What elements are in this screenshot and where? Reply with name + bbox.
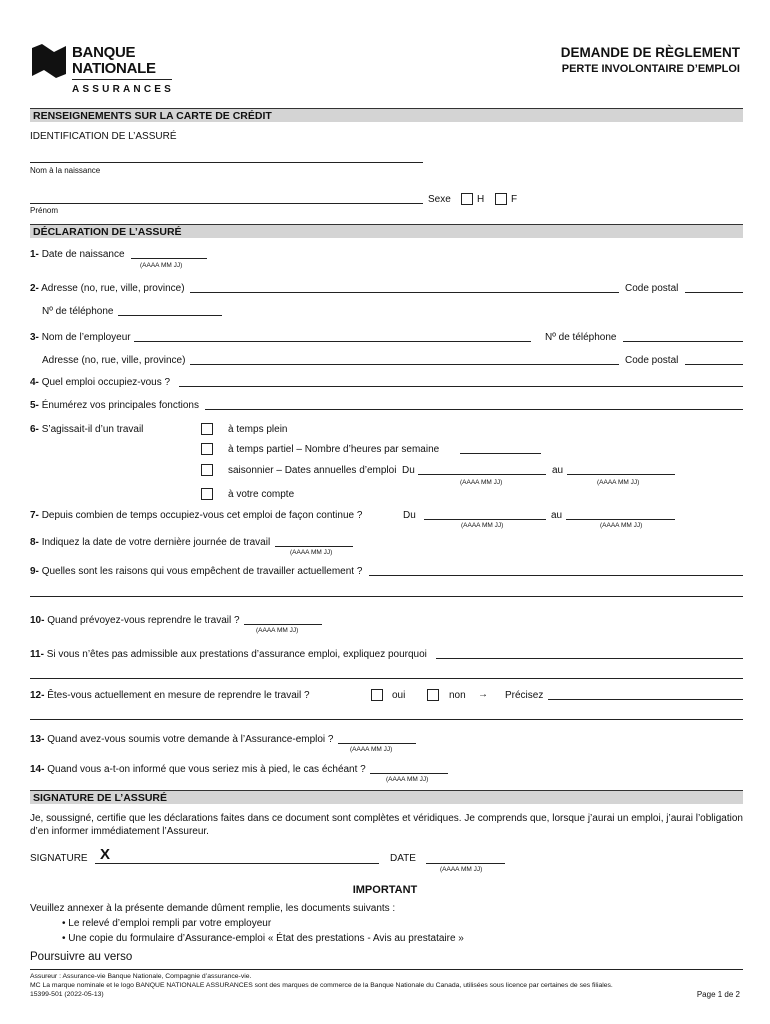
tel-label: Nº de téléphone — [42, 306, 114, 317]
q7-au-format: (AAAA MM JJ) — [600, 522, 643, 529]
form-title: DEMANDE DE RÈGLEMENT — [560, 45, 740, 60]
logo-text-banque: BANQUE — [72, 44, 136, 61]
date-label: DATE — [390, 853, 416, 864]
sexe-label: Sexe — [428, 194, 451, 205]
q5-field[interactable] — [205, 409, 743, 410]
sexe-f-checkbox[interactable] — [495, 193, 507, 205]
nom-label: Nom à la naissance — [30, 166, 101, 175]
q11-field-2[interactable] — [30, 678, 743, 679]
opt-saison-du-field[interactable] — [418, 474, 546, 475]
q4-field[interactable] — [179, 386, 743, 387]
date-format: (AAAA MM JJ) — [440, 866, 483, 873]
q2-field[interactable] — [190, 292, 619, 293]
opt-saison-du-format: (AAAA MM JJ) — [460, 479, 503, 486]
opt-compte-checkbox[interactable] — [201, 488, 213, 500]
q10: 10- Quand prévoyez-vous reprendre le travail ? — [30, 615, 240, 626]
q7-du: Du — [403, 510, 416, 521]
signature-label: SIGNATURE — [30, 853, 88, 864]
q9-field[interactable] — [369, 575, 743, 576]
q9: 9- Quelles sont les raisons qui vous empêchent de travailler actuellement ? — [30, 566, 363, 577]
nom-field[interactable] — [30, 162, 423, 163]
employer-address-field[interactable] — [190, 364, 619, 365]
opt-compte-label: à votre compte — [228, 489, 295, 500]
q9-field-2[interactable] — [30, 596, 743, 597]
q13-field[interactable] — [338, 743, 416, 744]
logo-text-assurances: ASSURANCES — [72, 84, 175, 95]
opt-plein-label: à temps plein — [228, 424, 288, 435]
q12: 12- Êtes-vous actuellement en mesure de reprendre le travail ? — [30, 690, 310, 701]
footer-rule — [30, 969, 743, 970]
opt-partiel-checkbox[interactable] — [201, 443, 213, 455]
sexe-f-label: F — [511, 194, 518, 205]
important-item2: • Une copie du formulaire d’Assurance-emploi « État des prestations - Avis au prestataire » — [62, 933, 464, 944]
q4: 4- Quel emploi occupiez-vous ? — [30, 377, 171, 388]
verso-note: Poursuivre au verso — [30, 951, 133, 963]
employer-code-postal-label: Code postal — [625, 355, 679, 366]
q3: 3- Nom de l’employeur — [30, 332, 131, 343]
q12-field-2[interactable] — [30, 719, 743, 720]
q14: 14- Quand vous a-t-on informé que vous seriez mis à pied, le cas échéant ? — [30, 764, 366, 775]
important-intro: Veuillez annexer à la présente demande dûment remplie, les documents suivants : — [30, 903, 396, 914]
q1-format: (AAAA MM JJ) — [140, 262, 183, 269]
q11: 11- Si vous n’êtes pas admissible aux prestations d’assurance emploi, expliquez pourquoi — [30, 649, 427, 660]
important-title: IMPORTANT — [352, 884, 418, 896]
q3-field[interactable] — [134, 341, 531, 342]
q10-format: (AAAA MM JJ) — [256, 627, 299, 634]
prenom-label: Prénom — [30, 206, 59, 215]
section-credit-card: RENSEIGNEMENTS SUR LA CARTE DE CRÉDIT — [30, 108, 743, 122]
q3-tel-field[interactable] — [623, 341, 743, 342]
date-field[interactable] — [426, 863, 505, 864]
q1: 1- Date de naissance — [30, 249, 125, 260]
q14-field[interactable] — [370, 773, 448, 774]
q5: 5- Énumérez vos principales fonctions — [30, 400, 199, 411]
q14-format: (AAAA MM JJ) — [386, 776, 429, 783]
q8-field[interactable] — [275, 546, 353, 547]
employer-address-label: Adresse (no, rue, ville, province) — [42, 355, 186, 366]
certify-text: Je, soussigné, certifie que les déclarations faites dans ce document sont complètes et véridiques. Je comprends que, lorsque j’aurai un emploi, j’aurai l’obligation d’en informer immédiatement l’Assureur. — [30, 813, 743, 837]
opt-saison-label: saisonnier – Dates annuelles d’emploi — [228, 465, 397, 476]
tel-field[interactable] — [118, 315, 222, 316]
section-declaration: DÉCLARATION DE L’ASSURÉ — [30, 224, 743, 238]
q8: 8- Indiquez la date de votre dernière journée de travail — [30, 537, 271, 548]
q8-format: (AAAA MM JJ) — [290, 549, 333, 556]
opt-saison-au-format: (AAAA MM JJ) — [597, 479, 640, 486]
footer-insurer: Assureur : Assurance-vie Banque Nationale, Compagnie d’assurance-vie. — [30, 973, 252, 980]
sexe-h-checkbox[interactable] — [461, 193, 473, 205]
signature-x: X — [100, 846, 111, 863]
page-number: Page 1 de 2 — [696, 990, 740, 999]
opt-saison-au-field[interactable] — [567, 474, 675, 475]
logo-mark-icon — [30, 44, 68, 78]
logo-text-nationale: NATIONALE — [72, 60, 156, 77]
q12-oui-label: oui — [392, 690, 406, 701]
q6: 6- S’agissait-il d’un travail — [30, 424, 144, 435]
opt-plein-checkbox[interactable] — [201, 423, 213, 435]
q7-au: au — [551, 510, 563, 521]
logo-rule — [72, 79, 172, 80]
sexe-h-label: H — [477, 194, 485, 205]
section-signature: SIGNATURE DE L’ASSURÉ — [30, 790, 743, 804]
opt-partiel-hours-field[interactable] — [460, 453, 541, 454]
q13-format: (AAAA MM JJ) — [350, 746, 393, 753]
signature-field[interactable] — [95, 863, 379, 864]
q12-precisez-field[interactable] — [548, 699, 743, 700]
prenom-field[interactable] — [30, 203, 423, 204]
q10-field[interactable] — [244, 624, 322, 625]
q3-tel-label: Nº de téléphone — [545, 332, 617, 343]
q7-du-field[interactable] — [424, 519, 546, 520]
identification-label: IDENTIFICATION DE L’ASSURÉ — [30, 131, 177, 142]
q1-field[interactable] — [131, 258, 207, 259]
q2: 2- Adresse (no, rue, ville, province) — [30, 283, 185, 294]
footer-form-number: 15399-501 (2022-05-13) — [30, 991, 104, 998]
opt-saison-au: au — [552, 465, 564, 476]
q12-oui-checkbox[interactable] — [371, 689, 383, 701]
opt-partiel-label: à temps partiel – Nombre d’heures par semaine — [228, 444, 440, 455]
q7-du-format: (AAAA MM JJ) — [461, 522, 504, 529]
q2-code-postal-label: Code postal — [625, 283, 679, 294]
form-subtitle: PERTE INVOLONTAIRE D’EMPLOI — [561, 63, 740, 75]
q11-field[interactable] — [436, 658, 743, 659]
q7-au-field[interactable] — [566, 519, 675, 520]
important-item1: • Le relevé d’emploi rempli par votre employeur — [62, 918, 272, 929]
q7: 7- Depuis combien de temps occupiez-vous cet emploi de façon continue ? — [30, 510, 363, 521]
q2-code-postal-field[interactable] — [685, 292, 743, 293]
q12-non-checkbox[interactable] — [427, 689, 439, 701]
q13: 13- Quand avez-vous soumis votre demande à l’Assurance-emploi ? — [30, 734, 334, 745]
employer-code-postal-field[interactable] — [685, 364, 743, 365]
footer-trademark: MC La marque nominale et le logo BANQUE NATIONALE ASSURANCES sont des marques de commerce de la Banque Nationale du Canada, utilisées sous licence par certaines de ses filiales. — [30, 982, 613, 989]
arrow-icon: → — [478, 689, 488, 700]
opt-saison-du: Du — [402, 465, 415, 476]
opt-saison-checkbox[interactable] — [201, 464, 213, 476]
q12-non-label: non — [449, 690, 466, 701]
q12-precisez-label: Précisez — [505, 690, 544, 701]
